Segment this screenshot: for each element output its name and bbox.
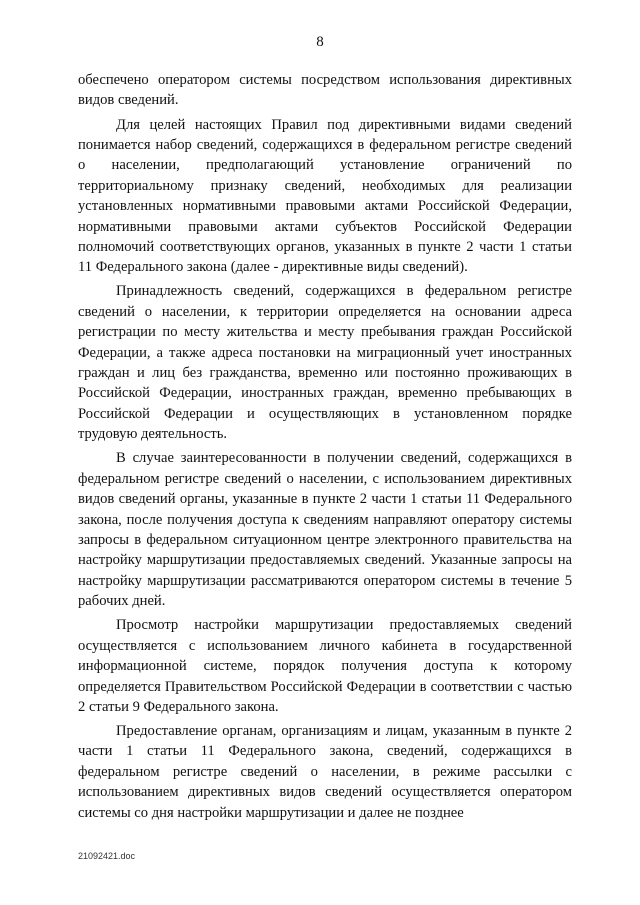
paragraph-territory: Принадлежность сведений, содержащихся в федеральном регистре сведений о населении, к территории определяется на основании адреса регистрации по месту жительства и месту пребывания граждан Российской Федерации, а также адреса постановки на миграционный учет иностранных граждан и лиц без гражданства, временно или постоянно проживающих в Российской Федерации, иностранных граждан, временно пребывающих в Российской Федерации и осуществляющих в установленном порядке трудовую деятельность. [78, 283, 572, 443]
paragraph-continuation: обеспечено оператором системы посредством использования директивных видов сведений. [78, 72, 572, 109]
page-number: 8 [316, 34, 324, 50]
paragraph-routing-view: Просмотр настройки маршрутизации предоставляемых сведений осуществляется с использованием личного кабинета в государственной информационной системе, порядок получения доступа к которому определяется Правительством Российской Федерации в соответствии с частью 2 статьи 9 Федерального закона. [78, 617, 572, 715]
document-body [78, 70, 572, 827]
footer-filename: 21092421.doc [78, 851, 136, 861]
paragraph-mailing: Предоставление органам, организациям и лицам, указанным в пункте 2 части 1 статьи 11 Федерального закона, сведений, содержащихся в федеральном регистре сведений о населении, в режиме рассылки с использованием директивных видов сведений осуществляется оператором системы со дня настройки маршрутизации и далее не позднее [78, 723, 572, 821]
paragraph-directive-definition: Для целей настоящих Правил под директивными видами сведений понимается набор сведений, содержащихся в федеральном регистре сведений о населении, предполагающий установление ограничений по территориальному признаку сведений, необходимых для реализации установленных нормативными правовыми актами Российской Федерации, нормативными правовыми актами субъектов Российской Федерации полномочий соответствующих органов, указанных в пункте 2 части 1 статьи 11 Федерального закона (далее - директивные виды сведений). [78, 116, 572, 276]
paragraph-requests: В случае заинтересованности в получении сведений, содержащихся в федеральном регистре сведений о населении, с использованием директивных видов сведений органы, указанные в пункте 2 части 1 статьи 11 Федерального закона, после получения доступа к сведениям направляют оператору системы запросы в федеральном ситуационном центре электронного правительства на настройку маршрутизации предоставляемых сведений. Указанные запросы на настройку маршрутизации рассматриваются оператором системы в течение 5 рабочих дней. [78, 450, 572, 610]
